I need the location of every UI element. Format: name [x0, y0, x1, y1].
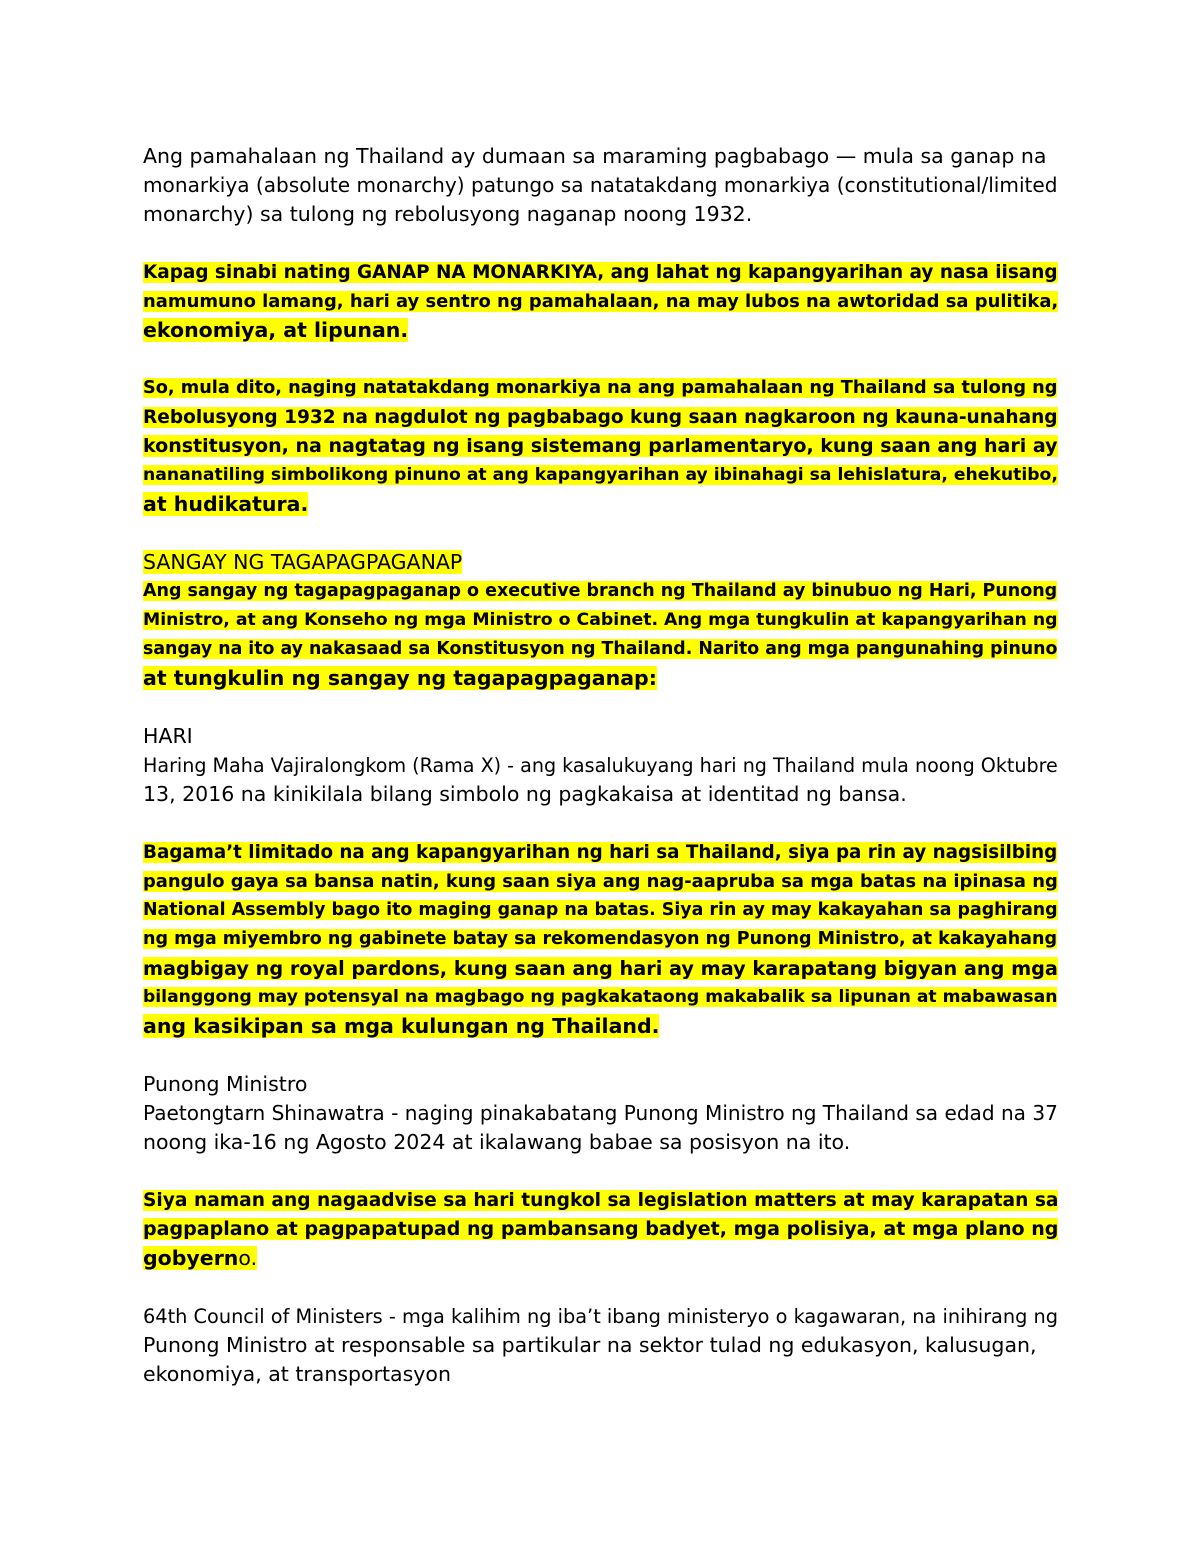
highlighted-line: sangay na ito ay nakasaad sa Konstitusyon ng Thailand. Narito ang mga pangunahing pinuno: [143, 639, 1058, 659]
king-heading: HARI: [143, 724, 193, 748]
text-line: noong ika-16 ng Agosto 2024 at ikalawang babae sa posisyon na ito.: [143, 1130, 851, 1154]
intro-paragraph: [143, 142, 1063, 229]
highlighted-line: namumuno lamang, hari ay sentro ng pamahalaan, na may lubos na awtoridad sa pulitika,: [143, 291, 1059, 312]
text-line: monarchy) sa tulong ng rebolusyong naganap noong 1932.: [143, 202, 753, 226]
text-line: Paetongtarn Shinawatra - naging pinakabatang Punong Ministro ng Thailand sa edad na 37: [143, 1101, 1058, 1125]
highlighted-line: nananatiling simbolikong pinuno at ang kapangyarihan ay ibinahagi sa lehislatura, ehekutibo,: [143, 465, 1058, 485]
king-powers-paragraph: [143, 838, 1063, 1041]
highlighted-line: Kapag sinabi nating GANAP NA MONARKIYA, ang lahat ng kapangyarihan ay nasa iisang: [143, 262, 1058, 283]
highlighted-line: ang kasikipan sa mga kulungan ng Thailand.: [143, 1014, 660, 1038]
highlighted-line: magbigay ng royal pardons, kung saan ang hari ay may karapatang bigyan ang mga: [143, 957, 1058, 980]
pm-heading: Punong Ministro: [143, 1072, 308, 1096]
highlighted-line: at tungkulin ng sangay ng tagapagpaganap:: [143, 666, 657, 690]
text-line: ekonomiya, at transportasyon: [143, 1362, 451, 1386]
highlighted-line: ng mga miyembro ng gabinete batay sa rekomendasyon ng Punong Ministro, at kakayahang: [143, 929, 1058, 949]
pm-duties-paragraph: [143, 1186, 1063, 1273]
pm-section: [143, 1070, 1063, 1157]
executive-heading: SANGAY NG TAGAPAGPAGANAP: [143, 550, 463, 574]
text-line: Ang pamahalaan ng Thailand ay dumaan sa maraming pagbabago — mula sa ganap na: [143, 144, 1047, 168]
highlighted-line: at hudikatura.: [143, 492, 309, 516]
text-line: Haring Maha Vajiralongkom (Rama X) - ang kasalukuyang hari ng Thailand mula noong Oktubre: [143, 754, 1058, 777]
highlighted-line: bilanggong may potensyal na magbago ng pagkakataong makabalik sa lipunan at mabawasan: [143, 987, 1058, 1007]
executive-section: [143, 548, 1063, 693]
highlighted-line: Siya naman ang nagaadvise sa hari tungkol sa legislation matters at may karapatan sa: [143, 1190, 1059, 1211]
highlighted-line: pagpaplano at pagpapatupad ng pambansang badyet, mga polisiya, at mga plano ng: [143, 1218, 1059, 1240]
highlighted-line-tail: o.: [238, 1246, 258, 1270]
highlighted-line: Ang sangay ng tagapagpaganap o executive branch ng Thailand ay binubuo ng Hari, Punong: [143, 581, 1058, 601]
highlighted-line: Bagama’t limitado na ang kapangyarihan ng hari sa Thailand, siya pa rin ay nagsisilbing: [143, 842, 1058, 863]
highlighted-line: ekonomiya, at lipunan.: [143, 318, 409, 342]
council-paragraph: [143, 1302, 1063, 1389]
king-section: [143, 722, 1063, 809]
highlighted-line: konstitusyon, na nagtatag ng isang sistemang parlamentaryo, kung saan ang hari ay: [143, 435, 1058, 457]
text-line: 13, 2016 na kinikilala bilang simbolo ng pagkakaisa at identitad ng bansa.: [143, 782, 907, 806]
natatakda-paragraph: [143, 374, 1063, 519]
highlighted-line: Ministro, at ang Konseho ng mga Ministro o Cabinet. Ang mga tungkulin at kapangyarihan ng: [143, 610, 1058, 630]
highlighted-line: Rebolusyong 1932 na nagdulot ng pagbabago kung saan nagkaroon ng kauna-unahang: [143, 407, 1058, 428]
document-body: [143, 142, 1063, 1389]
highlighted-line: National Assembly bago ito maging ganap na batas. Siya rin ay may kakayahan sa paghirang: [143, 900, 1058, 920]
text-line: Punong Ministro at responsable sa partikular na sektor tulad ng edukasyon, kalusugan,: [143, 1333, 1037, 1357]
highlighted-line: gobyern: [143, 1246, 239, 1270]
text-line: 64th Council of Ministers - mga kalihim ng iba’t ibang ministeryo o kagawaran, na inihirang ng: [143, 1305, 1058, 1328]
highlighted-line: So, mula dito, naging natatakdang monarkiya na ang pamahalaan ng Thailand sa tulong ng: [143, 378, 1058, 398]
highlighted-line: pangulo gaya sa bansa natin, kung saan siya ang nag-aapruba sa mga batas na ipinasa ng: [143, 871, 1058, 892]
text-line: monarkiya (absolute monarchy) patungo sa natatakdang monarkiya (constitutional/limited: [143, 173, 1058, 197]
ganap-definition-paragraph: [143, 258, 1063, 345]
